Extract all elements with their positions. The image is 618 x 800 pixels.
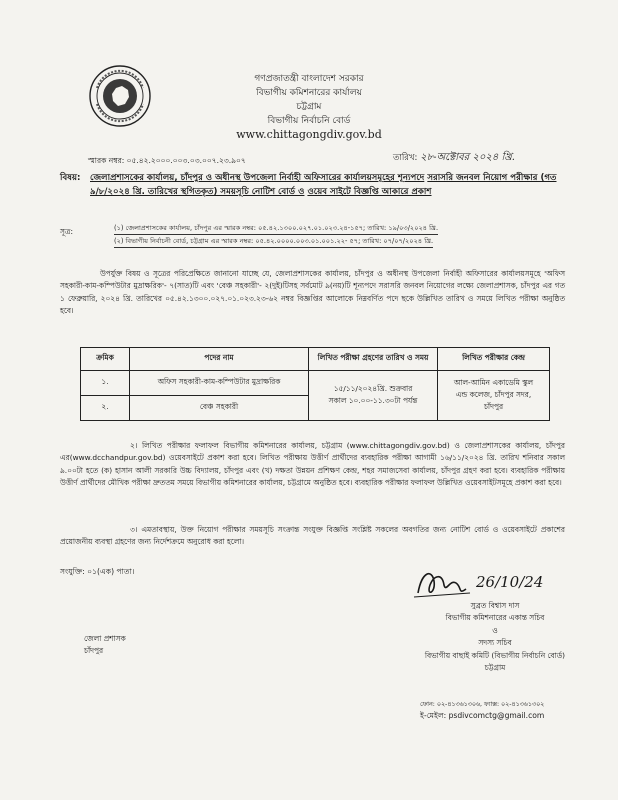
row-post: বেঞ্চ সহকারী <box>130 396 309 421</box>
row-post: অফিস সহকারী-কাম-কম্পিউটার মুদ্রাক্ষরিক <box>130 371 309 396</box>
body-paragraph-1: উপর্যুক্ত বিষয় ও সূত্রের পরিপ্রেক্ষিতে জানানো যাচ্ছে যে, জেলাপ্রশাসকের কার্যালয়, চাঁদপুর ও অধীনস্থ উপজেলা নির্বাহী অফিসারের কার্যালয়সমূহে 'অফিস সহকারী-কাম-কম্পিউটার মুদ্রাক্ষরিক'- ৭(সাত)টি এবং 'বেঞ্চ সহকারী'- ২(দুই)টিসহ সর্বমোট ৯(নয়)টি শূন্যপদে সরাসরি জনবল নিয়োগের লক্ষ্যে জেলাপ্রশাসক, চাঁদপুর এর গত ১ ফেব্রুয়ারি, ২০২৪ খ্রি. তারিখের ০৫.৪২.১৩০০.০২৭.০১.০২৩.২৩-৬২ নম্বর বিজ্ঞপ্তির আলোকে নিম্নবর্ণিত পদে ছকে উল্লিখিত তারিখ ও সময়ে লিখিত পরীক্ষা অনুষ্ঠিত হবে। <box>60 269 565 316</box>
table-header-center: লিখিত পরীক্ষার কেন্দ্র <box>438 348 550 371</box>
date-value: ২৮-অক্টোবর ২০২৪ খ্রি. <box>420 152 515 163</box>
letter-date <box>393 150 515 167</box>
memo-number: স্মারক নম্বর: ০৫.৪২.২০০০.০০৩.০৩.০০৭.২৩.৯০৭ <box>88 156 246 165</box>
exam-center-cell <box>438 371 550 421</box>
board-name: বিভাগীয় নির্বাচনি বোর্ড <box>267 116 351 126</box>
table-header-datetime: লিখিত পরীক্ষা গ্রহণের তারিখ ও সময় <box>309 348 438 371</box>
table-row <box>81 371 550 396</box>
reference-item-2: (২) বিভাগীয় নির্বাচনী বোর্ড, চট্টগ্রাম এর স্মারক নম্বর: ০৫.৪২.০০০০.০০৩.০১.০০১.২২- ৫৭; তারিখ: ০৭/০৭/২০২৪ খ্রি. <box>114 235 433 248</box>
body-paragraph-3: ৩। এমতাবস্থায়, উক্ত নিয়োগ পরীক্ষার সময়সূচি সংক্রান্ত সংযুক্ত বিজ্ঞপ্তি সংশ্লিষ্ট সকলের অবগতির জন্য নোটিশ বোর্ড ও ওয়েবসাইটে প্রকাশের প্রয়োজনীয় ব্যবস্থা গ্রহণের জন্য নির্দেশক্রমে অনুরোধ করা হলো। <box>60 525 565 547</box>
office-website: www.chittagongdiv.gov.bd <box>236 128 382 141</box>
table-header-post: পদের নাম <box>130 348 309 371</box>
exam-center-line-3: চাঁদপুর <box>483 401 504 411</box>
recipient-title: জেলা প্রশাসক <box>84 634 126 643</box>
table-header-row <box>81 348 550 371</box>
table-header-serial: ক্রমিক <box>81 348 130 371</box>
signatory-city: চট্টগ্রাম <box>484 663 506 673</box>
exam-schedule-table <box>80 347 550 421</box>
row-serial: ১. <box>81 371 130 396</box>
contact-block <box>420 699 544 721</box>
subject-line-2: সরাসরি জনবল নিয়োগ পরীক্ষার (গত ৯/৮/২০২৪ খ্রি. তারিখের স্থগিতকৃত) সময়সূচি নোটিশ বোর্ড ও <box>90 173 557 197</box>
exam-datetime-line-2: সকাল ১০.০০-১১.৩০টা পর্যন্ত <box>328 395 418 405</box>
row-serial: ২. <box>81 396 130 421</box>
govt-name: গণপ্রজাতন্ত্রী বাংলাদেশ সরকার <box>254 74 364 84</box>
signatory-conj: ও <box>492 625 498 635</box>
signature-date: 26/10/24 <box>476 573 544 591</box>
reference-label: সূত্র: <box>60 227 73 236</box>
signatory-title-3: বিভাগীয় বাছাই কমিটি (বিভাগীয় নির্বাচনি বোর্ড) <box>424 650 566 660</box>
date-label: তারিখ: <box>393 153 418 163</box>
exam-datetime-line-1: ১৫/১১/২০২৪খ্রি. শুক্রবার <box>333 383 413 393</box>
email-address: psdivcomctg@gmail.com <box>448 711 545 720</box>
signatory-title-2: সদস্য সচিব <box>478 638 512 648</box>
email-label: ই-মেইল: <box>420 711 447 720</box>
signature-block <box>380 600 610 674</box>
signatory-name: সুব্রত বিশ্বাস দাস <box>470 601 520 610</box>
body-paragraph-2: ২। লিখিত পরীক্ষার ফলাফল বিভাগীয় কমিশনারের কার্যালয়, চট্টগ্রাম (www.chittagongdiv.gov.bd) ও জেলাপ্রশাসকের কার্যালয়, চাঁদপুর এর(www.dcchandpur.gov.bd) ওয়েবসাইটে প্রকাশ করা হবে। লিখিত পরীক্ষায় উত্তীর্ণ প্রার্থীদের ব্যবহারিক পরীক্ষা আগামী ১৬/১১/২০২৪ খ্রি. তারিখ শনিবার সকাল ৯.০০টা হতে (ক) হাসান আলী সরকারি উচ্চ বিদ্যালয়, চাঁদপুর এবং (খ) দক্ষতা উন্নয়ন প্রশিক্ষণ কেন্দ্র, শহর সমাজসেবা কার্যালয়, চাঁদপুর গ্রহণ করা হবে। ব্যবহারিক পরীক্ষায় উত্তীর্ণ প্রার্থীদের মৌখিক পরীক্ষা দ্রুততম সময়ে বিভাগীয় কমিশনারের কার্যালয়, চট্টগ্রামে অনুষ্ঠিত হবে। ব্যবহারিক পরীক্ষার ফলাফল উল্লিখিত ওয়েবসাইটসমূহে প্রকাশ করা হবে। <box>60 441 565 488</box>
office-name: বিভাগীয় কমিশনারের কার্যালয় <box>256 88 362 98</box>
reference-item-1: (১) জেলাপ্রশাসকের কার্যালয়, চাঁদপুর এর স্মারক নম্বর: ০৫.৪২.১৩০০.০২৭.০১.০২৩.২৪-১৫৭; তারিখ: ১৯/০৩/২০২৪ খ্রি. <box>114 222 438 235</box>
exam-center-line-2: এন্ড কলেজ, চাঁদপুর সদর, <box>455 389 532 399</box>
recipient-city: চাঁদপুর <box>84 646 104 656</box>
exam-center-line-1: আল-আমিন একাডেমি স্কুল <box>453 377 534 387</box>
phone-fax: ফোন: ০২-৪১৩৬১৩০৬, ফ্যাক্স: ০২-৪১৩৬১৩০২ <box>420 701 545 708</box>
subject-block <box>60 171 565 199</box>
enclosure-note: সংযুক্তি: ০১(এক) পাতা। <box>60 567 135 576</box>
handwritten-signature <box>412 563 582 603</box>
letterhead <box>0 72 618 142</box>
subject-line-1: জেলাপ্রশাসকের কার্যালয়, চাঁদপুর ও অধীনস্থ উপজেলা নির্বাহী অফিসারের কার্যালয়সমূহের শূন্যপদে <box>90 173 425 183</box>
subject-label: বিষয়: <box>60 173 81 183</box>
recipient-block <box>84 633 126 658</box>
office-city: চট্টগ্রাম <box>296 102 322 112</box>
signatory-title-1: বিভাগীয় কমিশনারের একান্ত সচিব <box>445 613 545 623</box>
exam-datetime-cell <box>309 371 438 421</box>
subject-line-3: ওয়েব সাইটে বিজ্ঞপ্তি আকারে প্রকাশ <box>307 187 432 197</box>
